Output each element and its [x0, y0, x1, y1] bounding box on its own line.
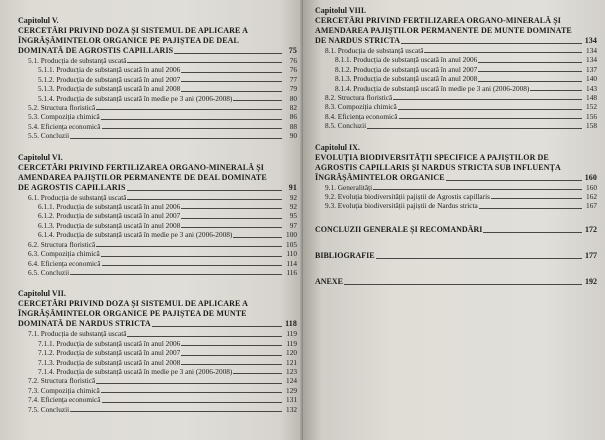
page-number: 192	[585, 276, 597, 286]
leader-dots	[181, 72, 282, 73]
leader-dots	[478, 62, 582, 63]
chapter-title-text: ÎNGRĂȘĂMINTELOR ORGANICE PE PAJIȘTEA DE DEAL	[18, 36, 239, 45]
page-number: 177	[585, 250, 597, 260]
leader-dots	[483, 232, 582, 233]
leader-dots	[393, 99, 582, 100]
entry-label: 5.2. Structura floristică	[28, 103, 96, 113]
chapter-title-text: AGROSTIS CAPILLARIS ȘI NARDUS STRICTA SUB INFLUENȚA	[315, 162, 561, 172]
leader-dots	[491, 198, 582, 199]
leader-dots	[70, 274, 282, 275]
leader-dots	[181, 91, 282, 92]
leader-dots	[233, 100, 282, 101]
chapter-title-line	[18, 319, 297, 329]
leader-dots	[102, 402, 282, 403]
leader-dots	[424, 52, 582, 53]
chapter-title-text: EVOLUȚIA BIODIVERSITĂȚII SPECIFICE A PAJIȘTILOR DE	[315, 152, 549, 162]
leader-dots	[446, 180, 582, 181]
leader-dots	[96, 109, 282, 110]
chapter-title-line	[315, 16, 597, 26]
leader-dots	[181, 208, 282, 209]
toc-entry	[315, 55, 597, 64]
toc-entry	[315, 93, 597, 102]
toc-section	[315, 251, 597, 261]
entry-label: 9.2. Evoluția biodiversității pajiștii de Agrostis capillaris	[325, 192, 490, 202]
chapter-title-line	[315, 26, 597, 36]
section-label: BIBLIOGRAFIE	[315, 250, 375, 260]
chapter-title-text: CERCETĂRI PRIVIND FERTILIZAREA ORGANO-MINERALĂ ȘI	[315, 16, 561, 25]
entry-label: 5.1.1. Producția de substanță uscată în anul 2006	[38, 65, 181, 75]
entry-label: 6.1. Producția de substanță uscată	[28, 192, 127, 202]
page-number: 120	[286, 348, 297, 358]
toc-entry	[315, 183, 597, 192]
toc-entry	[18, 56, 297, 65]
entry-label: 7.5. Concluzii	[28, 404, 70, 414]
chapter-title-line	[18, 183, 297, 193]
page-number: 131	[286, 395, 297, 405]
leader-dots	[70, 138, 282, 139]
chapter-title-line	[18, 299, 297, 309]
toc-entry	[18, 348, 297, 357]
section-label: ANEXE	[315, 276, 344, 286]
page-number: 97	[289, 220, 297, 230]
entry-label: 6.3. Compoziția chimică	[28, 249, 100, 259]
toc-entry	[315, 102, 597, 111]
page-number: 160	[584, 172, 597, 182]
toc-entry	[18, 339, 297, 348]
leader-dots	[344, 284, 582, 285]
toc-entry	[18, 193, 297, 202]
leader-dots	[401, 43, 582, 44]
chapter-block	[315, 6, 597, 131]
page-number: 132	[286, 404, 297, 414]
leader-dots	[373, 189, 582, 190]
toc-entry	[18, 386, 297, 395]
entry-label: 5.4. Eficiența economică	[28, 121, 101, 131]
page-number: 140	[586, 74, 597, 84]
page-number: 91	[288, 182, 297, 192]
entry-label: 6.4. Eficiența economică	[28, 258, 101, 268]
chapter-title-line	[18, 26, 297, 36]
leader-dots	[174, 53, 282, 54]
toc-section	[315, 225, 597, 235]
page-number: 86	[289, 112, 297, 122]
leader-dots	[181, 355, 282, 356]
chapter-label: Capitolul V.	[18, 16, 59, 25]
entry-label: 6.1.3. Producția de substanță uscată în anul 2008	[38, 220, 181, 230]
toc-entry	[315, 121, 597, 130]
toc-entry	[18, 249, 297, 258]
page-number: 152	[586, 102, 597, 112]
page-number: 76	[289, 56, 297, 65]
chapter-label: Capitolul VI.	[18, 152, 63, 162]
chapter-title-text: ÎNGRĂȘĂMINTELOR ORGANICE PE PAJIȘTEA DE MUNTE	[18, 309, 247, 319]
entry-label: 7.4. Eficiența economică	[28, 395, 101, 405]
page-number: 134	[584, 36, 597, 45]
page-number: 95	[289, 211, 297, 221]
toc-entry	[18, 358, 297, 367]
page-number: 123	[286, 366, 297, 376]
chapter-block	[18, 289, 297, 414]
entry-label: 9.1. Generalități	[325, 182, 373, 192]
page-number: 162	[586, 192, 597, 202]
chapter-title-text: CERCETĂRI PRIVIND DOZA ȘI SISTEMUL DE APLICARE A	[18, 299, 248, 309]
toc-entry	[18, 65, 297, 74]
toc-entry	[315, 192, 597, 201]
leader-dots	[96, 246, 282, 247]
toc-entry	[18, 112, 297, 121]
page-number: 79	[289, 84, 297, 94]
entry-label: 5.3. Compoziția chimică	[28, 112, 100, 122]
page-number: 158	[586, 121, 597, 131]
toc-entry	[18, 395, 297, 404]
chapter-title-line	[315, 163, 597, 173]
entry-label: 9.3. Evoluția biodiversității pajiștii de Nardus stricta	[325, 201, 478, 211]
leader-dots	[181, 345, 282, 346]
leader-dots	[367, 128, 582, 129]
leader-dots	[181, 81, 282, 82]
leader-dots	[399, 118, 582, 119]
chapter-block	[315, 143, 597, 211]
leader-dots	[127, 190, 282, 191]
entry-label: 7.3. Compoziția chimică	[28, 385, 100, 395]
toc-section	[315, 277, 597, 287]
leader-dots	[479, 208, 582, 209]
leader-dots	[102, 128, 282, 129]
toc-entry	[315, 201, 597, 210]
chapter-title-text: DE NARDUS STRICTA	[315, 36, 401, 45]
page-number: 134	[586, 55, 597, 65]
chapter-title-line	[18, 173, 297, 183]
chapter-block	[18, 153, 297, 278]
page-number: 76	[289, 65, 297, 75]
page-number: 82	[289, 103, 297, 113]
entry-label: 7.2. Structura floristică	[28, 376, 96, 386]
entry-label: 7.1.3. Producția de substanță uscată în anul 2008	[38, 357, 181, 367]
chapter-label: Capitolul IX.	[315, 142, 360, 152]
toc-entry	[18, 268, 297, 277]
page-number: 160	[586, 182, 597, 192]
toc-entry	[18, 211, 297, 220]
page-number: 119	[286, 329, 297, 339]
entry-label: 8.1.1. Producția de substanță uscată în anul 2006	[335, 55, 478, 65]
entry-label: 6.1.1. Producția de substanță uscată în anul 2006	[38, 202, 181, 212]
leader-dots	[101, 256, 282, 257]
chapter-label: Capitolul VIII.	[315, 6, 366, 15]
page-number: 143	[586, 83, 597, 93]
entry-label: 8.5. Concluzii	[325, 121, 367, 131]
toc-entry	[18, 259, 297, 268]
toc-entry	[315, 65, 597, 74]
page-number: 92	[289, 202, 297, 212]
chapter-title-line	[315, 153, 597, 163]
chapter-title-text: CERCETĂRI PRIVIND FERTILIZAREA ORGANO-MINERALĂ ȘI	[18, 162, 264, 172]
entry-label: 8.1. Producția de substanță uscată	[325, 46, 424, 55]
page-number: 148	[586, 93, 597, 103]
entry-label: 8.2. Structura floristică	[325, 93, 393, 103]
toc-entry	[315, 74, 597, 83]
toc-entry	[18, 367, 297, 376]
leader-dots	[181, 227, 282, 228]
leader-dots	[233, 237, 282, 238]
entry-label: 8.1.4. Producția de substanță uscată în medie pe 3 ani (2006-2008)	[335, 83, 530, 93]
page-number: 118	[285, 319, 297, 329]
entry-label: 7.1.4. Producția de substanță uscată în medie pe 3 ani (2006-2008)	[38, 366, 233, 376]
chapter-title-text: DOMINATĂ DE AGROSTIS CAPILLARIS	[18, 46, 174, 55]
page-number: 124	[286, 376, 297, 386]
chapter-title-text: DOMINATĂ DE NARDUS STRICTA	[18, 319, 151, 329]
leader-dots	[181, 364, 282, 365]
leader-dots	[127, 199, 282, 200]
right-page	[303, 0, 605, 440]
chapter-title-line	[18, 309, 297, 319]
chapter-label: Capitolul VII.	[18, 289, 66, 299]
page-number: 119	[286, 338, 297, 348]
entry-label: 8.1.3. Producția de substanță uscată în anul 2008	[335, 74, 478, 84]
entry-label: 5.1.4. Producția de substanță uscată în medie pe 3 ani (2006-2008)	[38, 93, 233, 103]
page-number: 88	[289, 121, 297, 131]
leader-dots	[233, 373, 282, 374]
page-number: 137	[586, 64, 597, 74]
leader-dots	[478, 81, 582, 82]
chapter-block	[18, 16, 297, 141]
page-number: 129	[286, 385, 297, 395]
toc-entry	[18, 94, 297, 103]
toc-entry	[18, 405, 297, 414]
entry-label: 7.1. Producția de substanță uscată	[28, 329, 127, 339]
entry-label: 6.1.2. Producția de substanță uscată în anul 2007	[38, 211, 181, 221]
toc-entry	[18, 122, 297, 131]
chapter-title-line	[18, 36, 297, 46]
toc-entry	[18, 376, 297, 385]
chapter-title-text: AMENDAREA PAJIȘTILOR PERMANENTE DE DEAL DOMINATE	[18, 172, 267, 182]
chapter-title-line	[18, 163, 297, 173]
leader-dots	[101, 392, 282, 393]
chapter-title-text: ÎNGRĂȘĂMINTELOR ORGANICE	[315, 172, 445, 182]
page-number: 90	[289, 131, 297, 141]
chapter-title-text: AMENDAREA PAJIȘTILOR PERMANENTE DE MUNTE DOMINATE	[315, 26, 572, 35]
page-number: 134	[586, 46, 597, 55]
entry-label: 6.5. Concluzii	[28, 267, 70, 277]
leader-dots	[96, 383, 282, 384]
page-number: 110	[286, 249, 297, 259]
chapter-title-text: CERCETĂRI PRIVIND DOZA ȘI SISTEMUL DE APLICARE A	[18, 26, 248, 35]
entry-label: 5.1.2. Producția de substanță uscată în anul 2007	[38, 74, 181, 84]
entry-label: 5.5. Concluzii	[28, 131, 70, 141]
page-number: 167	[586, 201, 597, 211]
leader-dots	[376, 258, 582, 259]
leader-dots	[530, 90, 582, 91]
entry-label: 8.4. Eficiența economică	[325, 111, 398, 121]
page-number: 121	[286, 357, 297, 367]
leader-dots	[181, 218, 282, 219]
toc-entry	[18, 230, 297, 239]
toc-entry	[18, 240, 297, 249]
page-number: 156	[586, 111, 597, 121]
leader-dots	[127, 336, 282, 337]
toc-entry	[18, 84, 297, 93]
toc-entry	[315, 112, 597, 121]
chapter-title-line	[315, 173, 597, 183]
leader-dots	[101, 119, 282, 120]
page-number: 114	[286, 258, 297, 268]
entry-label: 7.1.2. Producția de substanță uscată în anul 2007	[38, 348, 181, 358]
toc-entry	[315, 84, 597, 93]
page-number: 116	[286, 267, 297, 277]
page-number: 75	[288, 46, 297, 55]
entry-label: 6.2. Structura floristică	[28, 239, 96, 249]
toc-entry	[18, 103, 297, 112]
entry-label: 6.1.4. Producția de substanță uscată în medie pe 3 ani (2006-2008)	[38, 230, 233, 240]
entry-label: 8.3. Compoziția chimică	[325, 102, 397, 112]
page-number: 100	[286, 230, 297, 240]
entry-label: 7.1.1. Producția de substanță uscată în anul 2006	[38, 338, 181, 348]
toc-entry	[18, 221, 297, 230]
section-label: CONCLUZII GENERALE ȘI RECOMANDĂRI	[315, 224, 483, 234]
page-number: 77	[289, 74, 297, 84]
entry-label: 5.1. Producția de substanță uscată	[28, 56, 127, 65]
chapter-title-line	[18, 46, 297, 56]
chapter-title-line	[315, 36, 597, 46]
leader-dots	[127, 62, 282, 63]
page-number: 80	[289, 93, 297, 103]
leader-dots	[70, 411, 282, 412]
leader-dots	[398, 109, 582, 110]
chapter-title-text: DE AGROSTIS CAPILLARIS	[18, 182, 126, 192]
page-number: 172	[585, 224, 597, 234]
entry-label: 8.1.2. Producția de substanță uscată în anul 2007	[335, 64, 478, 74]
toc-entry	[18, 202, 297, 211]
toc-entry	[18, 75, 297, 84]
page-number: 92	[289, 192, 297, 202]
leader-dots	[152, 326, 282, 327]
leader-dots	[478, 71, 582, 72]
leader-dots	[102, 265, 282, 266]
toc-entry	[315, 46, 597, 55]
entry-label: 5.1.3. Producția de substanță uscată în anul 2008	[38, 84, 181, 94]
page-number: 105	[286, 239, 297, 249]
toc-entry	[18, 131, 297, 140]
toc-entry	[18, 329, 297, 338]
